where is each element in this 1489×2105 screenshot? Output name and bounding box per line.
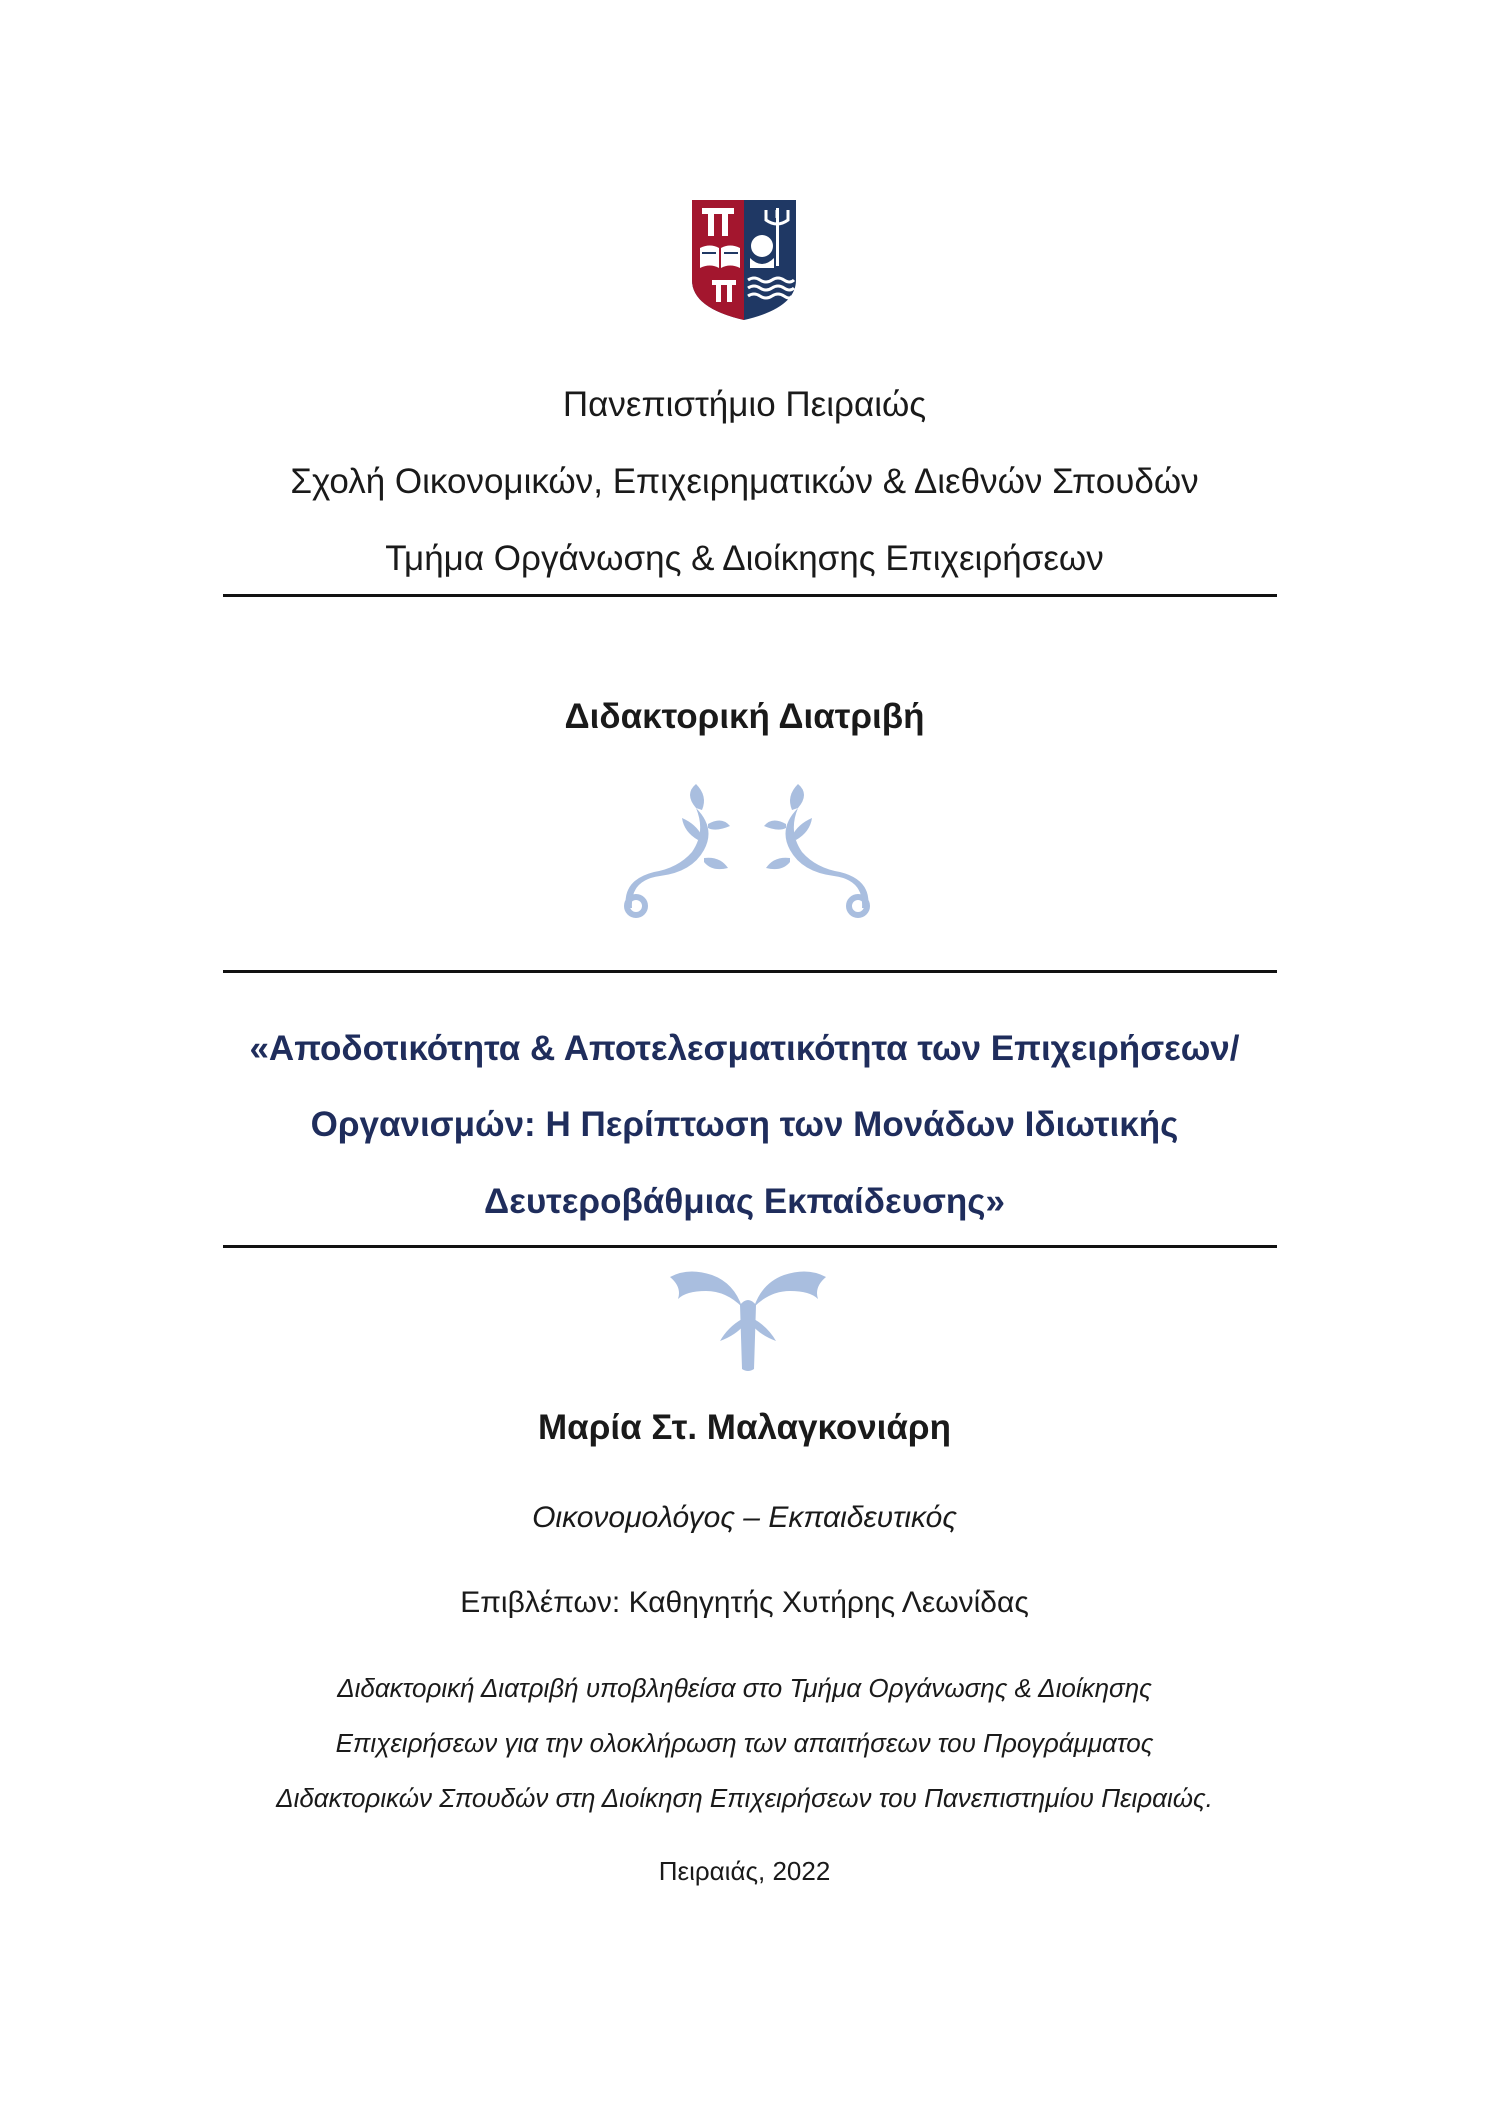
university-crest-logo	[688, 196, 800, 324]
thesis-title-line-1: «Αποδοτικότητα & Αποτελεσματικότητα των Επιχειρήσεων/	[249, 1029, 1240, 1068]
submission-statement-line-3: Διδακτορικών Σπουδών στη Διοίκηση Επιχειρήσεων του Πανεπιστημίου Πειραιώς.	[276, 1783, 1213, 1813]
bottom-divider	[223, 1245, 1277, 1248]
thesis-title-line-3: Δευτεροβάθμιας Εκπαίδευσης»	[484, 1182, 1005, 1221]
place-and-year: Πειραιάς, 2022	[658, 1856, 831, 1886]
author-profession: Οικονομολόγος – Εκπαιδευτικός	[532, 1501, 957, 1534]
author-name: Μαρία Στ. Μαλαγκονιάρη	[538, 1408, 951, 1447]
school-name: Σχολή Οικονομικών, Επιχειρηματικών & Διεθνών Σπουδών	[290, 462, 1199, 501]
top-divider	[223, 594, 1277, 597]
floral-scroll-ornament	[612, 780, 882, 930]
leaf-ornament	[668, 1265, 828, 1375]
supervisor-line: Επιβλέπων: Καθηγητής Χυτήρης Λεωνίδας	[460, 1586, 1029, 1619]
university-name: Πανεπιστήμιο Πειραιώς	[562, 385, 927, 424]
document-type-heading: Διδακτορική Διατριβή	[564, 697, 925, 736]
submission-statement-line-2: Επιχειρήσεων για την ολοκλήρωση των απαιτήσεων του Προγράμματος	[335, 1728, 1154, 1758]
middle-divider	[223, 970, 1277, 973]
thesis-title-line-2: Οργανισμών: Η Περίπτωση των Μονάδων Ιδιωτικής	[310, 1105, 1179, 1144]
department-name: Τμήμα Οργάνωσης & Διοίκησης Επιχειρήσεων	[385, 539, 1104, 578]
submission-statement-line-1: Διδακτορική Διατριβή υποβληθείσα στο Τμήμα Οργάνωσης & Διοίκησης	[337, 1673, 1152, 1703]
